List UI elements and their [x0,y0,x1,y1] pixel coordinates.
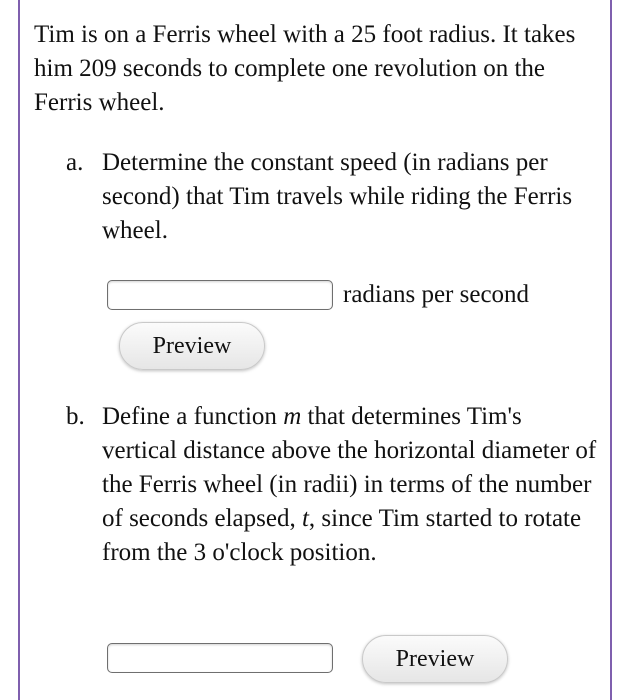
part-b [66,400,606,610]
part-a-answer-input[interactable] [107,280,333,310]
part-b-letter: b. [66,403,85,430]
part-b-preview-button[interactable]: Preview [362,635,508,683]
part-a [66,146,606,256]
part-a-question: Determine the constant speed (in radians per second) that Tim travels while riding the Ferris wheel. [102,149,573,244]
part-a-preview-button[interactable]: Preview [119,322,265,370]
part-b-question [102,400,602,570]
time-variable-t: t [301,505,309,532]
function-variable-m: m [283,403,302,430]
part-a-letter: a. [66,149,84,176]
part-b-question-text-3: , since Tim started to rotate from the 3 o'clock position. [102,505,582,566]
part-b-answer-input[interactable] [107,643,333,673]
part-b-question-text-1: Define a function [102,403,284,430]
part-a-unit-label: radians per second [343,281,530,308]
problem-intro: Tim is on a Ferris wheel with a 25 foot radius. It takes him 209 seconds to complete one revolution on the Ferris wheel. [34,21,576,116]
part-b-question-text-2: that determines Tim's vertical distance above the horizontal diameter of the Ferris wheel (in radii) in terms of the number of seconds elapsed, [102,403,597,532]
